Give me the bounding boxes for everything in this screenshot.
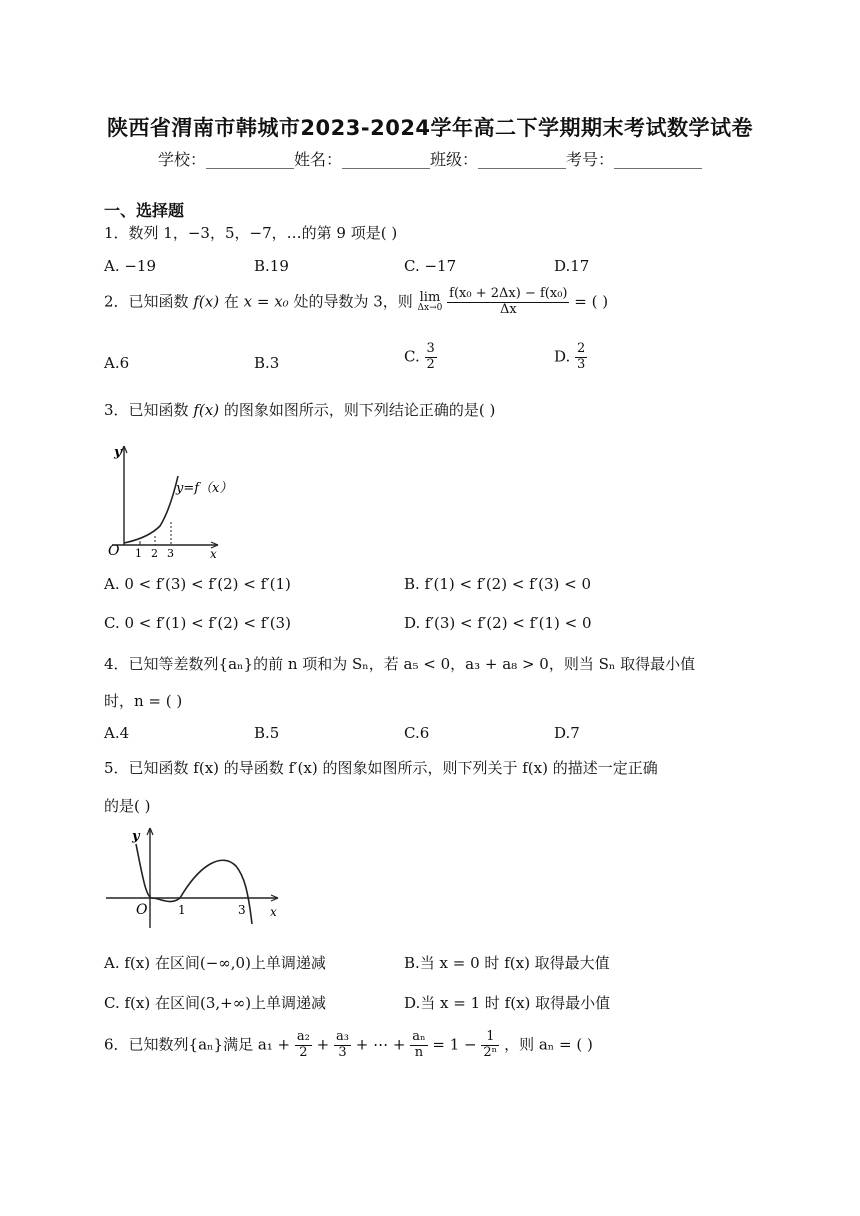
q2-option-c — [404, 342, 437, 373]
q6-plus-1: + — [316, 1035, 330, 1054]
q6-f4-denominator: 2ⁿ — [483, 1044, 498, 1060]
q6-stem-pre: 6．已知数列{aₙ}满足 a₁ + — [104, 1035, 291, 1054]
q6-fraction-3 — [410, 1030, 427, 1061]
q4-option-d: D.7 — [554, 724, 580, 742]
q1-option-b: B.19 — [254, 257, 289, 275]
question-4-stem-line2: 时，n = ( ) — [104, 692, 183, 710]
q2-numerator: f(x₀ + 2Δx) − f(x₀) — [449, 286, 568, 301]
question-4-stem-line1: 4．已知等差数列{aₙ}的前 n 项和为 Sₙ，若 a₅ < 0，a₃ + a₈ > 0，则当 Sₙ 取得最小值 — [104, 655, 696, 673]
q3-stem-pre: 3．已知函数 — [104, 401, 189, 419]
page-title: 陕西省渭南市韩城市2023-2024学年高二下学期期末考试数学试卷 — [106, 116, 754, 140]
q2-option-a: A.6 — [104, 354, 130, 372]
q2-option-c-fraction — [425, 342, 437, 373]
q2-fx: f(x) — [193, 292, 220, 311]
q3-option-b: B. f′(1) < f′(2) < f′(3) < 0 — [404, 575, 592, 593]
q2-condition: x = x₀ — [243, 292, 289, 311]
q2-c-numerator: 3 — [426, 341, 435, 356]
q1-option-d: D.17 — [554, 257, 590, 275]
q5-derivative-graph — [104, 826, 284, 930]
q2-d-denominator: 3 — [577, 356, 586, 372]
q6-f3-denominator: n — [414, 1044, 424, 1060]
q4-option-a: A.4 — [104, 724, 130, 742]
q1-option-a: A. −19 — [104, 257, 157, 275]
q3-option-c: C. 0 < f′(1) < f′(2) < f′(3) — [104, 614, 291, 632]
q6-f3-numerator: aₙ — [412, 1029, 426, 1044]
student-info-line: 学校：___________姓名：___________班级：___________考号：___________ — [157, 150, 702, 169]
question-2-stem — [104, 287, 608, 318]
q2-stem-mid: 在 — [223, 292, 239, 311]
question-6-stem — [104, 1030, 593, 1061]
q2-stem-pre: 2．已知函数 — [104, 292, 189, 311]
q6-f1-numerator: a₂ — [296, 1029, 310, 1044]
q2-denominator: Δx — [499, 301, 517, 317]
origin-label: O — [108, 543, 120, 559]
q5-option-b: B.当 x = 0 时 f(x) 取得最大值 — [404, 954, 610, 972]
q6-f1-denominator: 2 — [299, 1044, 308, 1060]
q3-fx: f(x) — [193, 401, 220, 419]
question-1-stem: 1．数列 1，−3，5，−7，…的第 9 项是( ) — [104, 224, 398, 242]
tick-label-1: 1 — [178, 903, 186, 917]
derivative-curve — [136, 844, 252, 924]
q3-stem-post: 的图象如图所示，则下列结论正确的是( ) — [223, 401, 496, 419]
q3-option-d: D. f′(3) < f′(2) < f′(1) < 0 — [404, 614, 592, 632]
question-5-stem-line2: 的是( ) — [104, 797, 151, 815]
q2-stem-post: 处的导数为 3，则 — [293, 292, 413, 311]
q6-f2-numerator: a₃ — [336, 1029, 349, 1044]
q2-option-d — [554, 342, 587, 373]
function-curve — [124, 476, 178, 543]
section-heading: 一、选择题 — [104, 201, 185, 220]
q2-limit — [418, 291, 443, 313]
question-5-stem-line1: 5．已知函数 f(x) 的导函数 f′(x) 的图象如图所示，则下列关于 f(x) 的描述一定正确 — [104, 759, 658, 777]
q2-c-denominator: 2 — [426, 356, 435, 372]
q2-d-numerator: 2 — [577, 341, 586, 356]
q6-stem-tail: ，则 aₙ = ( ) — [504, 1035, 593, 1054]
x-axis-label: x — [210, 547, 217, 561]
q2-stem-tail: = ( ) — [574, 292, 609, 311]
q4-option-b: B.5 — [254, 724, 280, 742]
q3-option-a: A. 0 < f′(3) < f′(2) < f′(1) — [104, 575, 291, 593]
q6-fraction-4 — [481, 1030, 499, 1061]
q6-fraction-2 — [334, 1030, 351, 1061]
origin-label: O — [136, 902, 148, 918]
q2-fraction — [447, 287, 569, 318]
q5-option-a: A. f(x) 在区间(−∞,0)上单调递减 — [104, 954, 326, 972]
y-axis-label: y — [132, 829, 140, 844]
x-axis-label: x — [270, 905, 277, 919]
question-3-stem — [104, 399, 495, 420]
q3-function-graph — [104, 440, 233, 561]
q5-option-d: D.当 x = 1 时 f(x) 取得最小值 — [404, 994, 611, 1012]
q1-option-c: C. −17 — [404, 257, 457, 275]
q2-option-d-fraction — [575, 342, 587, 373]
limit-word: lim — [419, 290, 441, 306]
q4-option-c: C.6 — [404, 724, 430, 742]
q2-option-b: B.3 — [254, 354, 280, 372]
tick-label-3: 3 — [167, 547, 174, 560]
q5-option-c: C. f(x) 在区间(3,+∞)上单调递减 — [104, 994, 327, 1012]
q6-equals: = 1 − — [432, 1035, 477, 1054]
q6-f2-denominator: 3 — [338, 1044, 347, 1060]
curve-label: y=f（x） — [176, 481, 233, 496]
tick-label-1: 1 — [135, 547, 142, 560]
q6-plus-2: + ⋯ + — [355, 1035, 406, 1054]
q6-fraction-1 — [295, 1030, 312, 1061]
y-axis-label: y — [114, 445, 122, 460]
q2-option-c-label: C. — [404, 347, 420, 366]
q2-option-d-label: D. — [554, 347, 571, 366]
q6-f4-numerator: 1 — [481, 1030, 499, 1046]
limit-subscript: Δx→0 — [417, 303, 443, 314]
tick-label-3: 3 — [238, 903, 246, 917]
tick-label-2: 2 — [151, 547, 158, 560]
